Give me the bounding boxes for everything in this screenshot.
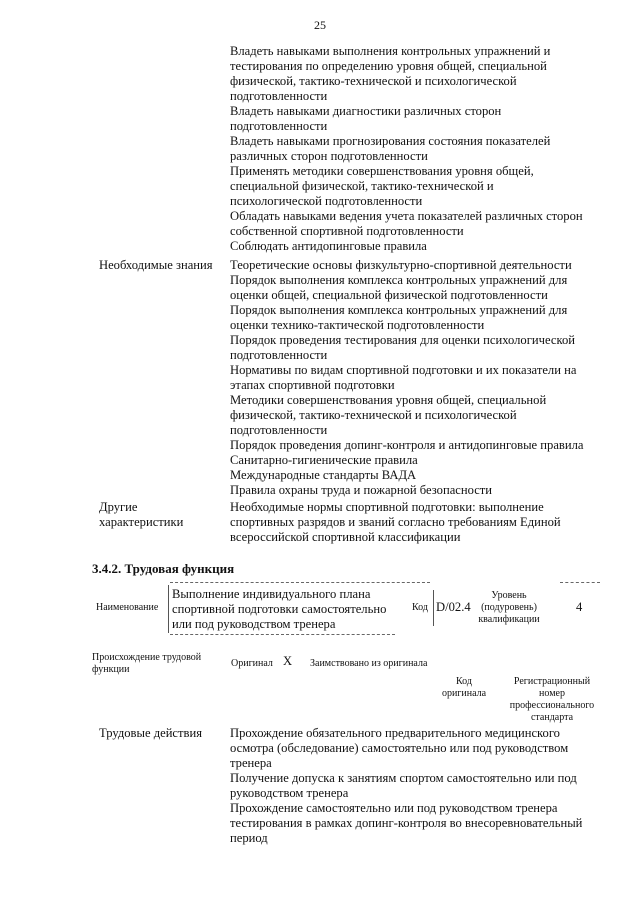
knowledge-line: Правила охраны труда и пожарной безопасности [230, 483, 493, 497]
knowledge-line: Порядок проведения тестирования для оценки психологической [230, 333, 575, 347]
skills-line: Владеть навыками диагностики различных сторон [230, 104, 502, 118]
other-line: всероссийской спортивной классификации [230, 530, 461, 544]
skills-line: специальной физической, тактико-технической и [230, 179, 494, 193]
actions-line: Прохождение обязательного предварительного медицинского [230, 726, 560, 740]
skills-line: Владеть навыками выполнения контрольных упражнений и [230, 44, 551, 58]
origin-label-line: функции [92, 664, 130, 675]
skills-line: психологической подготовленности [230, 194, 423, 208]
function-name-line: Выполнение индивидуального плана [172, 587, 371, 601]
reg-number-header-line: номер [539, 688, 565, 699]
knowledge-list [230, 258, 583, 498]
knowledge-line: Порядок проведения допинг-контроля и антидопинговые правила [230, 438, 584, 452]
reg-number-header-line: Регистрационный [513, 676, 591, 687]
actions-line: руководством тренера [230, 786, 349, 800]
table-top-rule [170, 582, 430, 583]
borrowed-label: Заимствовано из оригинала [310, 658, 428, 669]
actions-line: осмотра (обследование) самостоятельно или под руководством [230, 741, 569, 755]
knowledge-line: физической, тактико-технической и психологической [230, 408, 517, 422]
reg-number-header-line: профессионального [509, 700, 595, 711]
original-label: Оригинал [231, 658, 273, 669]
skills-line: Соблюдать антидопинговые правила [230, 239, 427, 253]
skills-line: различных сторон подготовленности [230, 149, 428, 163]
knowledge-line: подготовленности [230, 423, 328, 437]
table-top-rule-right [560, 582, 600, 583]
knowledge-line: Методики совершенствования уровня общей, специальной [230, 393, 547, 407]
actions-line: тренера [230, 756, 272, 770]
actions-list [230, 726, 582, 846]
code-original-header-line: оригинала [441, 688, 487, 699]
knowledge-line: Теоретические основы физкультурно-спортивной деятельности [230, 258, 572, 272]
actions-line: тестирования в рамках допинг-контроля во внесоревновательный [230, 816, 583, 830]
reg-number-header [500, 676, 604, 724]
knowledge-line: подготовленности [230, 348, 328, 362]
name-label: Наименование [96, 602, 159, 613]
level-label [474, 590, 544, 626]
skills-line: физической, тактико-технической и психологической [230, 74, 517, 88]
origin-label [92, 652, 201, 676]
skills-line: подготовленности [230, 89, 328, 103]
level-value: 4 [576, 600, 583, 614]
knowledge-line: Нормативы по видам спортивной подготовки и их показатели на [230, 363, 577, 377]
knowledge-line: Санитарно-гигиенические правила [230, 453, 418, 467]
knowledge-line: этапах спортивной подготовки [230, 378, 395, 392]
actions-label: Трудовые действия [99, 726, 203, 740]
actions-line: период [230, 831, 268, 845]
code-original-header [436, 676, 492, 700]
knowledge-line: Международные стандарты ВАДА [230, 468, 417, 482]
skills-line: Обладать навыками ведения учета показателей различных сторон [230, 209, 583, 223]
knowledge-line: Порядок выполнения комплекса контрольных упражнений для [230, 273, 568, 287]
skills-line: подготовленности [230, 119, 328, 133]
code-box-left-border [433, 590, 434, 626]
level-label-line: Уровень [491, 590, 527, 601]
level-label-line: квалификации [478, 614, 540, 625]
skills-list [230, 44, 583, 254]
original-mark: X [283, 654, 293, 668]
skills-line: Владеть навыками прогнозирования состояния показателей [230, 134, 551, 148]
knowledge-label: Необходимые знания [99, 258, 213, 272]
other-line: спортивных разрядов и званий согласно требованиям Единой [230, 515, 561, 529]
section-title: 3.4.2. Трудовая функция [92, 561, 235, 576]
actions-line: Прохождение самостоятельно или под руководством тренера [230, 801, 558, 815]
table-bottom-rule [170, 634, 395, 635]
knowledge-line: Порядок выполнения комплекса контрольных упражнений для [230, 303, 568, 317]
skills-line: собственной спортивной подготовленности [230, 224, 464, 238]
other-label-line: характеристики [99, 515, 184, 529]
skills-line: тестирования по определению уровня общей, специальной [230, 59, 547, 73]
skills-line: Применять методики совершенствования уровня общей, [230, 164, 534, 178]
name-box-left-border [168, 585, 169, 633]
actions-line: Получение допуска к занятиям спортом самостоятельно или под [230, 771, 577, 785]
origin-label-line: Происхождение трудовой [92, 652, 202, 663]
other-label-line: Другие [99, 500, 138, 514]
knowledge-line: оценки общей, специальной физической подготовленности [230, 288, 548, 302]
code-original-header-line: Код [456, 676, 472, 687]
function-name-line: спортивной подготовки самостоятельно [172, 602, 387, 616]
level-label-line: (подуровень) [481, 602, 537, 613]
reg-number-header-line: стандарта [530, 712, 574, 723]
code-value: D/02.4 [436, 600, 471, 614]
other-list [230, 500, 561, 545]
other-label [99, 500, 183, 530]
function-name [172, 587, 386, 632]
knowledge-line: оценки технико-тактической подготовленности [230, 318, 485, 332]
page-number: 25 [314, 18, 326, 32]
function-name-line: или под руководством тренера [172, 617, 336, 631]
other-line: Необходимые нормы спортивной подготовки: выполнение [230, 500, 544, 514]
code-label: Код [412, 602, 428, 613]
